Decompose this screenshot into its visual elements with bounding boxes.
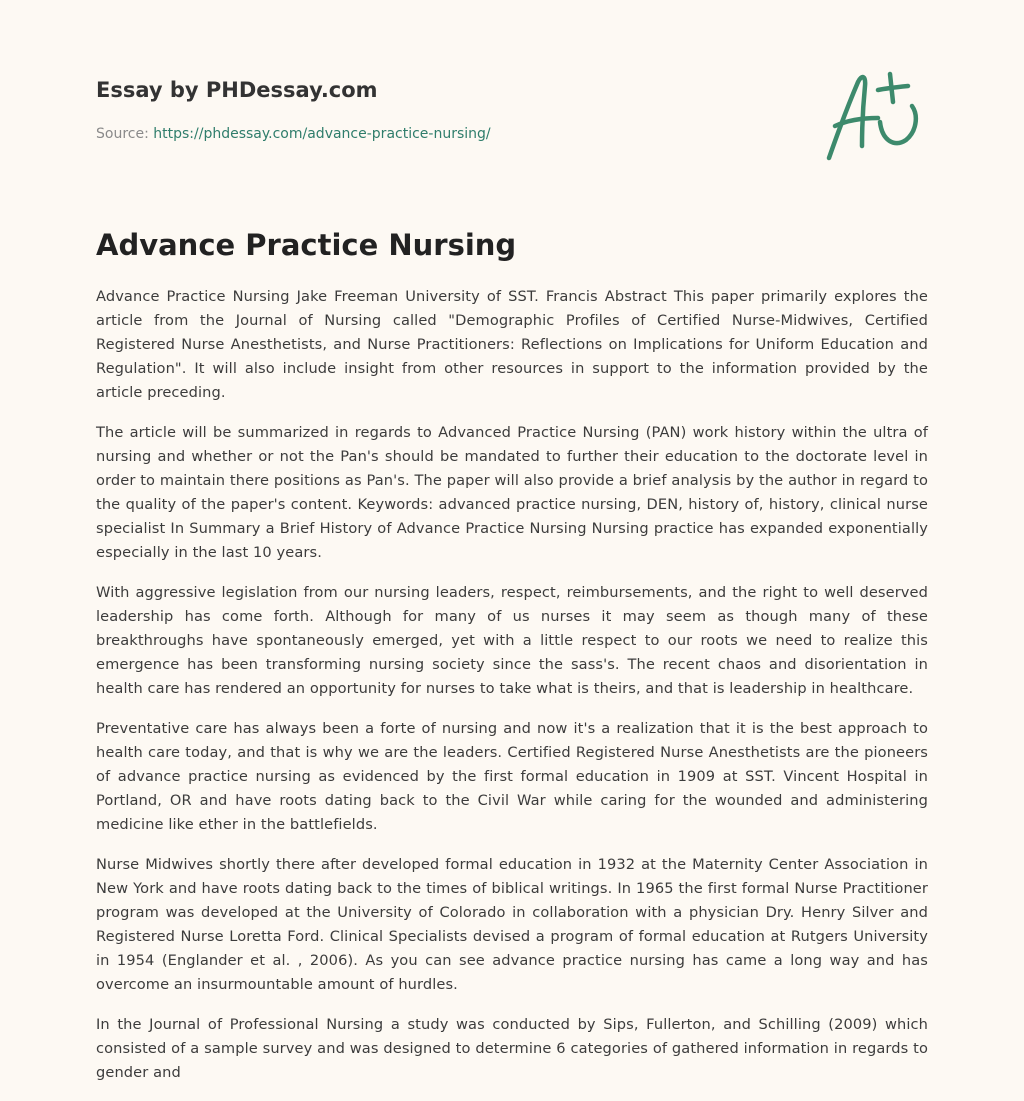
- essay-paragraph: Nurse Midwives shortly there after developed formal education in 1932 at the Maternity Center Association in New York and have roots dating back to the times of biblical writings. In 1965 the first formal Nurse Practitioner program was developed at the University of Colorado in collaboration with a physician Dry. Henry Silver and Registered Nurse Loretta Ford. Clinical Specialists devised a program of formal education at Rutgers University in 1954 (Englander et al. , 2006). As you can see advance practice nursing has came a long way and has overcome an insurmountable amount of hurdles.: [96, 856, 928, 993]
- essay-title: Advance Practice Nursing: [96, 228, 517, 262]
- site-title: Essay by PHDessay.com: [96, 78, 378, 102]
- essay-body: [96, 285, 928, 1101]
- page-header: [96, 76, 796, 144]
- essay-paragraph: Preventative care has always been a forte of nursing and now it's a realization that it is the best approach to health care today, and that is why we are the leaders. Certified Registered Nurse Anesthetists are the pioneers of advance practice nursing as evidenced by the first formal education in 1909 at SST. Vincent Hospital in Portland, OR and have roots dating back to the Civil War while caring for the wounded and administering medicine like ether in the battlefields.: [96, 720, 928, 833]
- source-link[interactable]: https://phdessay.com/advance-practice-nursing/: [153, 126, 491, 142]
- source-label: Source:: [96, 126, 154, 142]
- essay-paragraph: With aggressive legislation from our nursing leaders, respect, reimbursements, and the right to well deserved leadership has come forth. Although for many of us nurses it may seem as though many of these breakthroughs have spontaneously emerged, yet with a little respect to our roots we need to realize this emergence has been transforming nursing society since the sass's. The recent chaos and disorientation in health care has rendered an opportunity for nurses to take what is theirs, and that is leadership in healthcare.: [96, 584, 928, 697]
- a-plus-logo-icon: [822, 68, 926, 166]
- essay-paragraph: Advance Practice Nursing Jake Freeman University of SST. Francis Abstract This paper primarily explores the article from the Journal of Nursing called "Demographic Profiles of Certified Nurse-Midwives, Certified Registered Nurse Anesthetists, and Nurse Practitioners: Reflections on Implications for Uniform Education and Regulation". It will also include insight from other resources in support to the information provided by the article preceding.: [96, 288, 928, 401]
- essay-paragraph: The article will be summarized in regards to Advanced Practice Nursing (PAN) work history within the ultra of nursing and whether or not the Pan's should be mandated to further their education to the doctorate level in order to maintain there positions as Pan's. The paper will also provide a brief analysis by the author in regard to the quality of the paper's content. Keywords: advanced practice nursing, DEN, history of, history, clinical nurse specialist In Summary a Brief History of Advance Practice Nursing Nursing practice has expanded exponentially especially in the last 10 years.: [96, 424, 928, 561]
- source-line: [96, 124, 796, 144]
- essay-paragraph: In the Journal of Professional Nursing a study was conducted by Sips, Fullerton, and Schilling (2009) which consisted of a sample survey and was designed to determine 6 categories of gathered information in regards to gender and: [96, 1016, 928, 1081]
